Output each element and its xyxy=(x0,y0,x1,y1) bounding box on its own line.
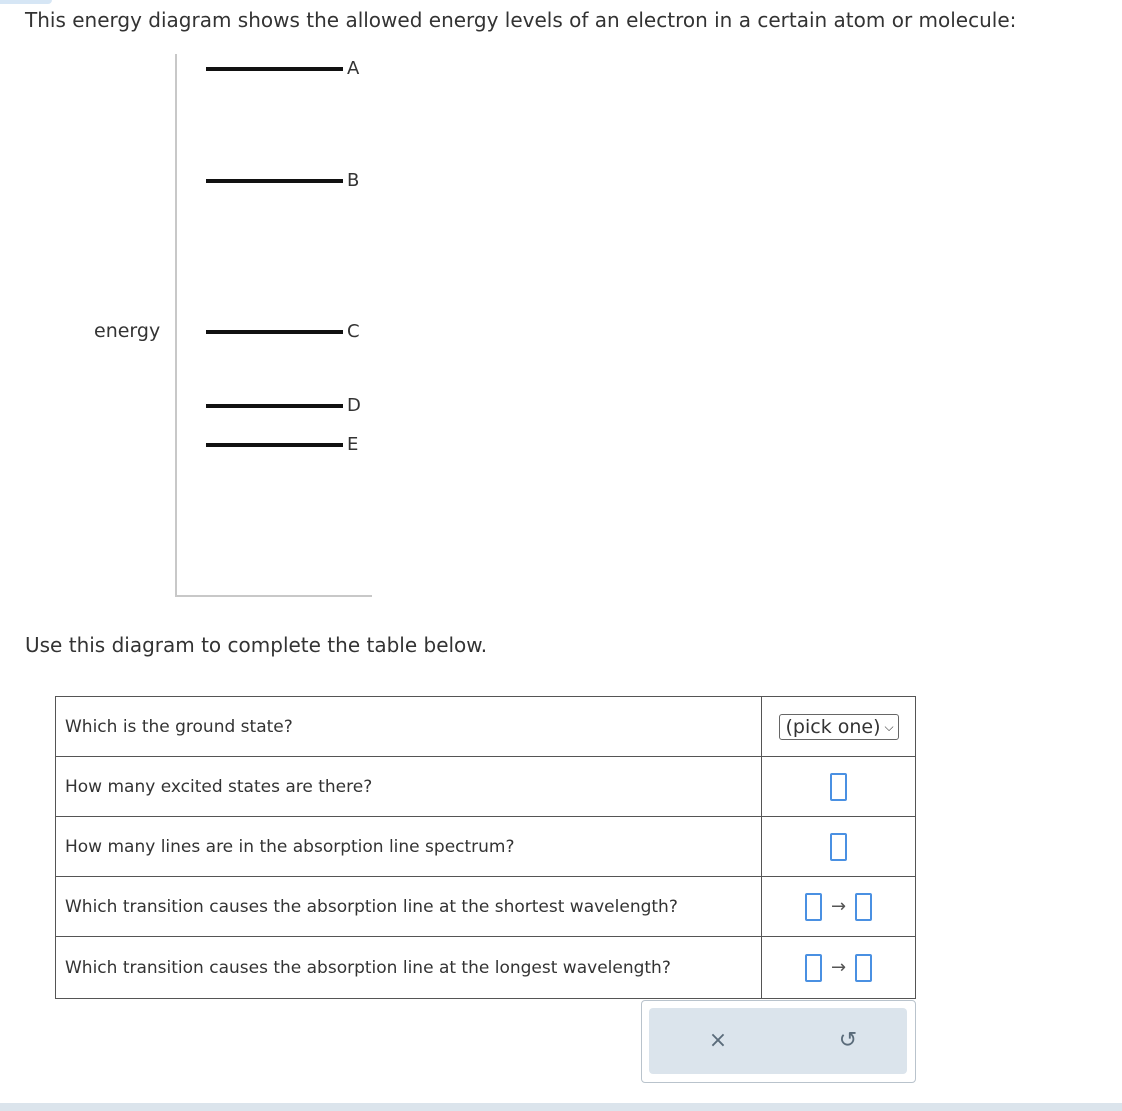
question-table xyxy=(55,696,916,999)
ground-state-select-label: (pick one) xyxy=(785,715,881,738)
longest-to-input[interactable] xyxy=(855,954,872,982)
answer-cell xyxy=(762,877,916,937)
answer-cell xyxy=(762,757,916,817)
ground-state-select[interactable] xyxy=(779,714,899,740)
energy-axis-label: energy xyxy=(94,320,161,342)
energy-level-label-b: B xyxy=(347,170,360,191)
energy-axis-vertical xyxy=(175,54,177,597)
longest-from-input[interactable] xyxy=(805,954,822,982)
answer-cell xyxy=(762,937,916,999)
intro-text: This energy diagram shows the allowed energy levels of an electron in a certain atom or molecule: xyxy=(25,8,1017,32)
instruction-text: Use this diagram to complete the table below. xyxy=(25,633,488,657)
question-absorption-lines: How many lines are in the absorption line spectrum? xyxy=(56,817,762,877)
right-arrow-icon: → xyxy=(831,896,847,917)
question-longest-wavelength: Which transition causes the absorption line at the longest wavelength? xyxy=(56,937,762,999)
bottom-bar xyxy=(0,1103,1122,1111)
question-excited-states: How many excited states are there? xyxy=(56,757,762,817)
excited-states-input[interactable] xyxy=(830,773,847,801)
answer-toolbar-inner xyxy=(649,1008,907,1074)
energy-level-label-a: A xyxy=(347,58,360,79)
table-row xyxy=(56,937,916,999)
undo-icon[interactable]: ↺ xyxy=(838,1028,858,1053)
answer-cell xyxy=(762,817,916,877)
shortest-from-input[interactable] xyxy=(805,893,822,921)
absorption-lines-input[interactable] xyxy=(830,833,847,861)
question-ground-state: Which is the ground state? xyxy=(56,697,762,757)
shortest-to-input[interactable] xyxy=(855,893,872,921)
table-row xyxy=(56,697,916,757)
energy-level-d xyxy=(206,404,343,408)
clear-icon[interactable]: × xyxy=(708,1028,728,1053)
chevron-down-icon: ⌵ xyxy=(884,719,894,734)
energy-level-e xyxy=(206,443,343,447)
energy-level-label-d: D xyxy=(347,395,361,416)
energy-axis-horizontal xyxy=(175,595,372,597)
energy-level-label-e: E xyxy=(347,434,359,455)
question-shortest-wavelength: Which transition causes the absorption line at the shortest wavelength? xyxy=(56,877,762,937)
energy-level-c xyxy=(206,330,343,334)
answer-toolbar xyxy=(641,1000,916,1083)
energy-level-b xyxy=(206,179,343,183)
table-row xyxy=(56,877,916,937)
answer-cell xyxy=(762,697,916,757)
table-row xyxy=(56,817,916,877)
energy-level-a xyxy=(206,67,343,71)
top-tab-indicator xyxy=(0,0,52,4)
right-arrow-icon: → xyxy=(831,957,847,978)
energy-level-label-c: C xyxy=(347,321,360,342)
table-row xyxy=(56,757,916,817)
